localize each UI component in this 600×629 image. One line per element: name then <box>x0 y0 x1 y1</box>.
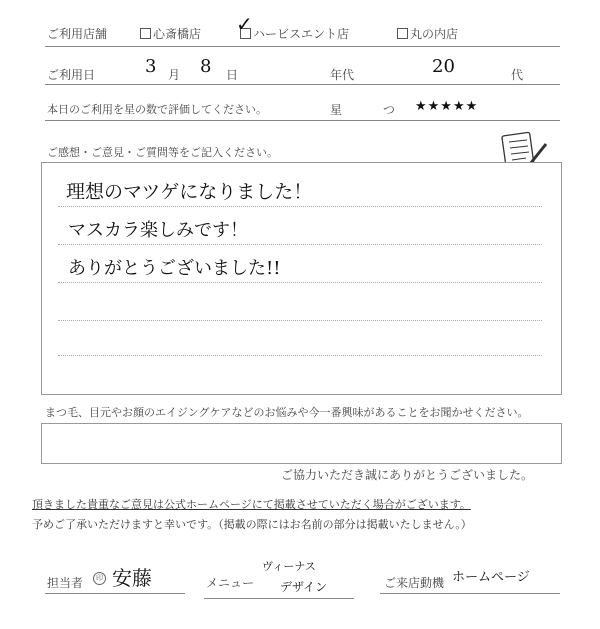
visit-month-value[interactable]: 3 <box>145 56 157 77</box>
concerns-prompt: まつ毛、目元やお顔のエイジングケアなどのお悩みや今一番興味があることをお聞かせください。 <box>45 406 529 419</box>
age-label: 年代 <box>330 68 355 82</box>
feedback-line <box>58 355 542 356</box>
checkbox-shinsaibashi[interactable] <box>140 28 151 39</box>
rating-count-label: つ <box>383 103 396 117</box>
feedback-prompt: ご感想・ご意見・ご質問等をご記入ください。 <box>47 146 278 159</box>
age-value[interactable]: 20 <box>432 56 455 77</box>
store-option-herbis-ent[interactable] <box>240 25 349 42</box>
rating-star-label: 星 <box>330 103 343 117</box>
store-option-label: 心斎橋店 <box>153 27 202 41</box>
concerns-box[interactable] <box>41 423 562 464</box>
rule <box>45 84 560 85</box>
feedback-line <box>58 282 542 283</box>
visit-day-value[interactable]: 8 <box>200 56 212 77</box>
rule <box>380 593 560 594</box>
menu-value-line-1[interactable]: ヴィーナス <box>262 560 316 573</box>
menu-value-line-2[interactable]: デザイン <box>280 580 328 594</box>
rule <box>45 120 560 121</box>
feedback-text-line: マスカラ楽しみです！ <box>68 220 248 241</box>
rating-stars[interactable]: ★★★★★ <box>415 99 479 114</box>
age-unit: 代 <box>511 68 524 82</box>
feedback-text-line: ありがとうございました!! <box>68 258 281 279</box>
visit-month-unit: 月 <box>168 68 181 82</box>
store-option-marunouchi[interactable] <box>397 25 458 42</box>
thanks-text: ご協力いただき誠にありがとうございました。 <box>281 468 534 482</box>
feedback-text-line: 理想のマツゲになりました！ <box>66 181 313 203</box>
rule <box>204 598 354 599</box>
menu-label: メニュー <box>206 576 255 590</box>
checkbox-marunouchi[interactable] <box>397 28 408 39</box>
rating-prompt: 本日のご利用を星の数で評価してください。 <box>47 103 267 116</box>
feedback-line <box>58 320 542 321</box>
staff-label: 担当者 <box>47 576 84 590</box>
store-option-shinsaibashi[interactable] <box>140 25 201 42</box>
staff-value[interactable]: 安藤 <box>112 566 152 590</box>
notice-line-2: 予めご了承いただけますと幸いです。（掲載の際にはお名前の部分は掲載いたしません。） <box>32 518 472 531</box>
visit-source-value[interactable]: ホームページ <box>452 570 530 585</box>
seal-icon: 印 <box>93 572 106 585</box>
feedback-line <box>58 206 542 207</box>
store-label: ご利用店舗 <box>47 27 108 41</box>
store-option-label: ハービスエント店 <box>253 27 350 41</box>
rule <box>45 46 560 47</box>
visit-date-label: ご利用日 <box>47 68 96 82</box>
feedback-line <box>58 244 542 245</box>
visit-day-unit: 日 <box>226 68 239 82</box>
visit-source-label: ご来店動機 <box>384 576 445 590</box>
notice-line-1: 頂きました貴重なご意見は公式ホームページにて掲載させていただく場合がございます。 <box>32 498 471 511</box>
rule <box>45 593 185 594</box>
checkmark: ✓ <box>236 12 253 36</box>
store-option-label: 丸の内店 <box>410 27 459 41</box>
